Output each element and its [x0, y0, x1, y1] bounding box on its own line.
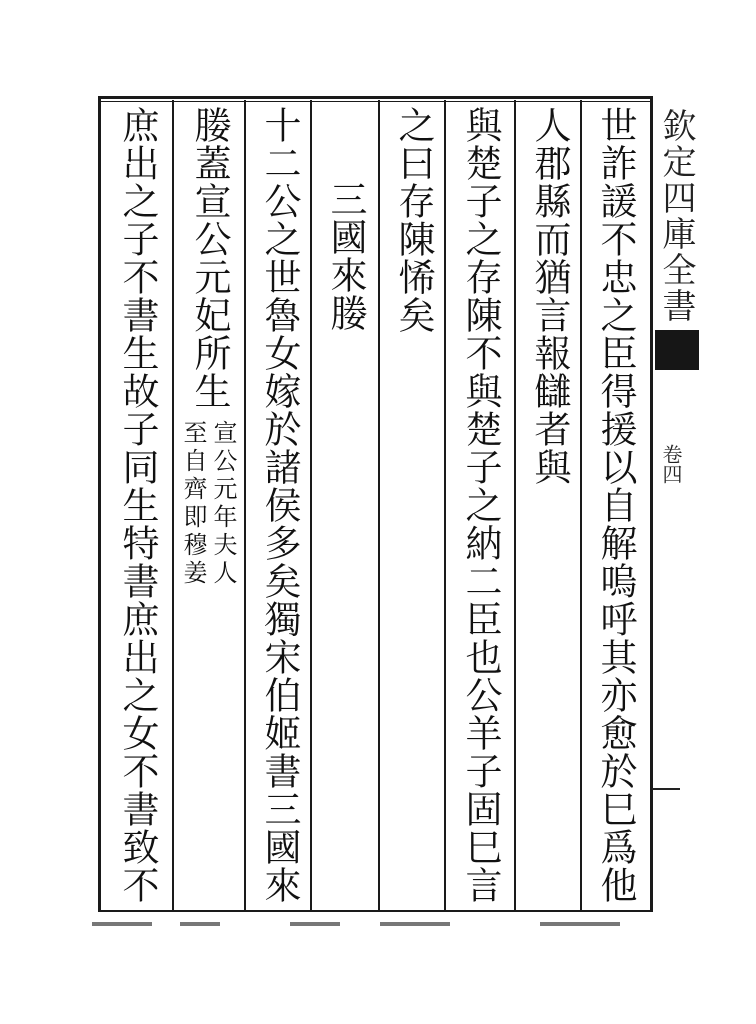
column-divider	[580, 100, 582, 910]
column-divider	[514, 100, 516, 910]
margin-juan-number: 卷四	[659, 444, 683, 484]
column-divider	[244, 100, 246, 910]
text-column-1: 世詐諼不忠之臣得援以自解嗚呼其亦愈於巳爲他	[594, 106, 637, 904]
column-divider	[172, 100, 174, 910]
scan-noise	[540, 922, 620, 926]
text-column-5-heading: 三國來媵	[324, 180, 367, 332]
scan-noise	[380, 922, 450, 926]
scan-noise	[180, 922, 220, 926]
scan-noise	[290, 922, 340, 926]
annotation-note-left: 至自齊即穆姜	[179, 420, 207, 588]
text-column-2: 人郡縣而猶言報讎者與	[528, 106, 571, 486]
text-column-6: 十二公之世魯女嫁於諸侯多矣獨宋伯姬書三國來	[258, 106, 301, 904]
column-divider	[444, 100, 446, 910]
text-column-8: 庶出之子不書生故子同生特書庶出之女不書致不	[116, 106, 159, 904]
column-divider	[310, 100, 312, 910]
fish-tail-mark	[655, 330, 699, 370]
scan-noise	[92, 922, 152, 926]
top-frame-inner-rule	[100, 101, 652, 102]
column-divider	[378, 100, 380, 910]
margin-book-title: 欽定四庫全書	[656, 108, 696, 324]
bottom-frame-rule	[100, 910, 652, 912]
text-column-7-main: 媵蓋宣公元妃所生	[188, 106, 231, 410]
margin-tick-mark	[652, 788, 680, 790]
left-frame-rule	[98, 96, 101, 912]
text-column-4: 之曰存陳悕矣	[392, 106, 435, 334]
annotation-note-right: 宣公元年夫人	[209, 420, 237, 588]
top-frame-rule	[100, 96, 652, 99]
text-column-3: 與楚子之存陳不與楚子之納二臣也公羊子固巳言	[459, 106, 502, 904]
